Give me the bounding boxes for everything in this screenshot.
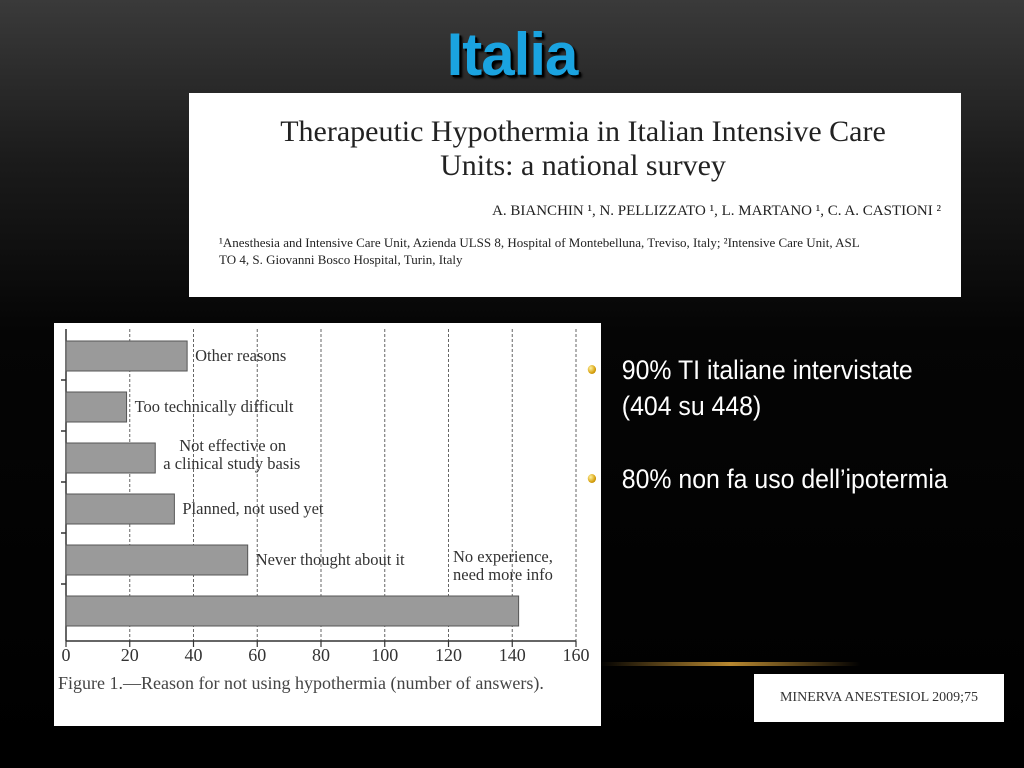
bar-label: need more info (453, 565, 553, 584)
bar-label: Other reasons (195, 346, 287, 365)
bullet-item-1 (585, 352, 981, 424)
bar-chart (54, 323, 601, 668)
paper-title-line-2: Units: a national survey (440, 149, 726, 182)
paper-title-line-1: Therapeutic Hypothermia in Italian Intensive Care (280, 115, 886, 148)
bar-label: Never thought about it (255, 550, 405, 569)
x-tick-label: 140 (498, 645, 526, 665)
bar (66, 596, 519, 626)
x-tick-label: 0 (61, 645, 71, 665)
citation-text: MINERVA ANESTESIOL 2009;75 (779, 690, 978, 705)
bullet-item-2 (585, 461, 981, 497)
x-tick-label: 80 (312, 645, 330, 665)
x-tick-label: 100 (371, 645, 399, 665)
slide-title: Italia (446, 21, 578, 88)
x-tick-label: 20 (120, 645, 139, 665)
bar-label: Not effective on (179, 436, 287, 455)
bar (66, 341, 187, 371)
x-tick-label: 120 (435, 645, 462, 665)
bar-label: a clinical study basis (163, 454, 301, 473)
bar-label: No experience, (453, 547, 553, 566)
citation-box (754, 674, 1004, 722)
bullet-2-line-1: 80% non fa uso dell’ipotermia (621, 464, 948, 494)
x-tick-label: 60 (248, 645, 267, 665)
bar (66, 494, 174, 524)
bullet-list (585, 352, 1015, 534)
x-tick-label: 160 (562, 645, 590, 665)
bar (66, 443, 155, 473)
paper-affiliation-line-1: ¹Anesthesia and Intensive Care Unit, Azienda ULSS 8, Hospital of Montebelluna, Treviso, Italy; ²Intensive Care Unit, ASL (219, 235, 860, 250)
figure-caption: Figure 1.—Reason for not using hypothermia (number of answers). (58, 673, 544, 693)
bullet-1-line-1: 90% TI italiane intervistate (621, 355, 913, 385)
x-tick-label: 40 (184, 645, 203, 665)
bullet-1-line-2: (404 su 448) (621, 391, 762, 421)
chart-figure (54, 323, 601, 726)
bar (66, 545, 248, 575)
paper-authors: A. BIANCHIN ¹, N. PELLIZZATO ¹, L. MARTANO ¹, C. A. CASTIONI ² (492, 203, 941, 219)
decorative-glow-line (600, 662, 860, 666)
bullet-dot-icon (588, 365, 596, 374)
bar-label: Planned, not used yet (182, 499, 324, 518)
paper-affiliations (219, 234, 947, 268)
paper-affiliation-line-2: TO 4, S. Giovanni Bosco Hospital, Turin, Italy (219, 252, 463, 267)
paper-title (219, 115, 947, 183)
bar-label: Too technically difficult (134, 397, 294, 416)
bar (66, 392, 127, 422)
bullet-dot-icon (588, 474, 596, 483)
paper-header (189, 93, 961, 297)
